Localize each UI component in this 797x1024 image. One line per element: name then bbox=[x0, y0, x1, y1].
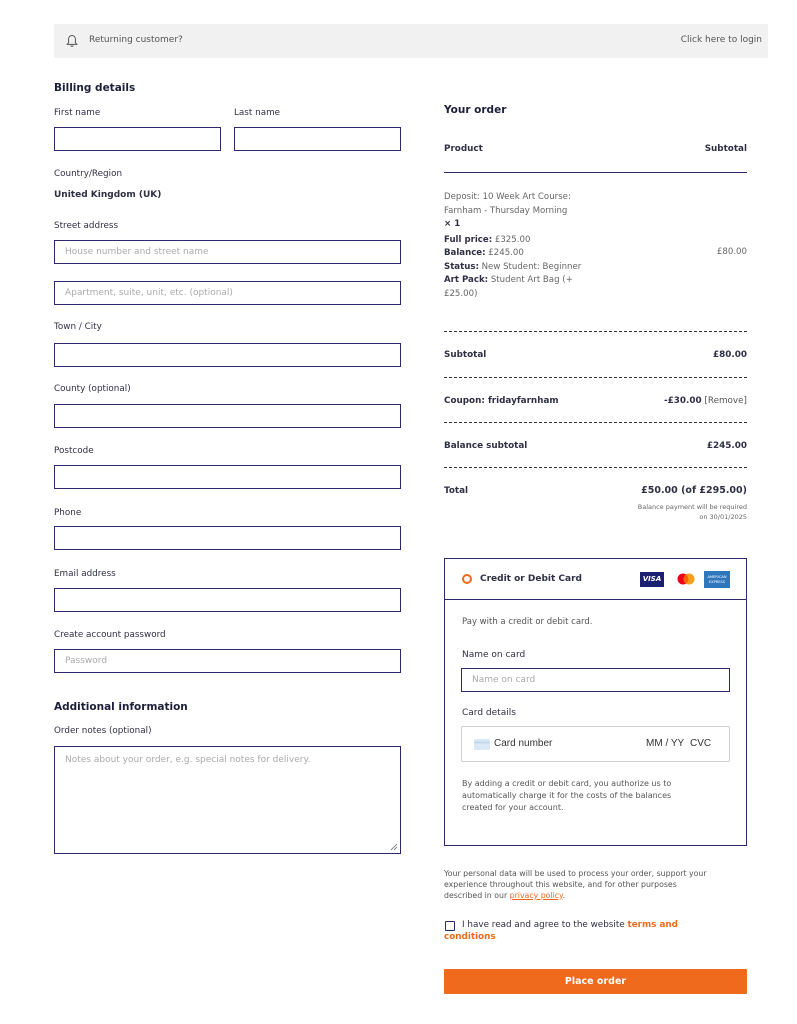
status-value: New Student: Beginner bbox=[478, 261, 582, 272]
order-notes-placeholder: Notes about your order, e.g. special notes for delivery. bbox=[65, 755, 311, 765]
additional-info-title: Additional information bbox=[54, 701, 188, 713]
art-pack-value-2: £25.00) bbox=[444, 288, 478, 299]
name-on-card-label: Name on card bbox=[462, 650, 526, 660]
password-input[interactable]: Password bbox=[54, 649, 401, 673]
privacy-line3: described in our bbox=[444, 891, 510, 900]
mastercard-icon bbox=[675, 572, 697, 587]
terms-label bbox=[444, 919, 744, 943]
coupon-value: -£30.00 bbox=[664, 396, 702, 406]
terms-link-2[interactable]: conditions bbox=[444, 932, 496, 942]
item-name-line1: Deposit: 10 Week Art Course: bbox=[444, 192, 571, 202]
country-value: United Kingdom (UK) bbox=[54, 190, 162, 200]
phone-label: Phone bbox=[54, 508, 82, 518]
divider bbox=[444, 377, 747, 378]
header-divider bbox=[444, 172, 747, 173]
county-input[interactable] bbox=[54, 404, 401, 428]
card-number-field[interactable]: Card number bbox=[494, 738, 553, 749]
last-name-input[interactable] bbox=[234, 127, 401, 151]
auth-line2: automatically charge it for the costs of the balances bbox=[462, 791, 672, 800]
street-address-input[interactable]: House number and street name bbox=[54, 240, 401, 264]
order-notes-textarea[interactable] bbox=[54, 746, 401, 854]
order-item bbox=[444, 191, 614, 301]
town-input[interactable] bbox=[54, 343, 401, 367]
balance-key: Balance: bbox=[444, 248, 486, 258]
street-address-label: Street address bbox=[54, 221, 119, 231]
cvc-field[interactable]: CVC bbox=[690, 738, 712, 749]
coupon-amount bbox=[664, 396, 747, 406]
town-label: Town / City bbox=[54, 322, 102, 332]
art-pack-value: Student Art Bag (+ bbox=[488, 275, 573, 285]
first-name-label: First name bbox=[54, 108, 101, 118]
privacy-line1: Your personal data will be used to process your order, support your bbox=[444, 869, 707, 878]
billing-details-title: Billing details bbox=[54, 82, 136, 94]
full-price-value: £325.00 bbox=[492, 234, 531, 245]
order-notes-label: Order notes (optional) bbox=[54, 726, 152, 736]
expiry-field[interactable]: MM / YY bbox=[646, 738, 685, 749]
first-name-input[interactable] bbox=[54, 127, 221, 151]
card-authorization-text bbox=[462, 778, 671, 814]
card-details-label: Card details bbox=[462, 708, 516, 718]
password-label: Create account password bbox=[54, 630, 166, 640]
payment-box-divider bbox=[445, 599, 746, 600]
subtotal-label: Subtotal bbox=[444, 350, 487, 360]
payment-description: Pay with a credit or debit card. bbox=[462, 617, 593, 627]
postcode-label: Postcode bbox=[54, 446, 94, 456]
email-input[interactable] bbox=[54, 588, 401, 612]
county-label: County (optional) bbox=[54, 384, 131, 394]
total-note-line2: on 30/01/2025 bbox=[699, 513, 747, 521]
full-price-key: Full price: bbox=[444, 234, 493, 245]
status-key: Status: bbox=[444, 261, 479, 272]
card-icon bbox=[474, 739, 490, 750]
total-note-line1: Balance payment will be required bbox=[637, 503, 747, 511]
item-subtotal: £80.00 bbox=[716, 247, 747, 257]
bell-icon bbox=[66, 34, 78, 48]
phone-input[interactable] bbox=[54, 526, 401, 550]
postcode-input[interactable] bbox=[54, 465, 401, 489]
total-note bbox=[638, 502, 747, 522]
privacy-notice bbox=[444, 868, 707, 901]
coupon-remove-link[interactable]: [Remove] bbox=[704, 396, 747, 406]
total-value: £50.00 (of £295.00) bbox=[641, 485, 747, 496]
apartment-input[interactable]: Apartment, suite, unit, etc. (optional) bbox=[54, 281, 401, 305]
item-name-line2: Farnham - Thursday Morning bbox=[444, 205, 568, 216]
payment-method-label[interactable]: Credit or Debit Card bbox=[480, 574, 582, 584]
amex-line1: AMERICAN bbox=[707, 575, 727, 579]
auth-line1: By adding a credit or debit card, you authorize us to bbox=[462, 779, 672, 788]
total-label: Total bbox=[444, 486, 469, 496]
balance-subtotal-value: £245.00 bbox=[706, 441, 747, 451]
place-order-button[interactable]: Place order bbox=[444, 969, 747, 994]
divider bbox=[444, 467, 747, 468]
returning-customer-notice bbox=[54, 24, 768, 58]
login-link[interactable]: Click here to login bbox=[680, 35, 762, 45]
payment-box bbox=[444, 558, 747, 846]
terms-link[interactable]: terms and bbox=[627, 920, 678, 930]
email-label: Email address bbox=[54, 569, 116, 579]
terms-text: I have read and agree to the website bbox=[462, 920, 628, 930]
balance-subtotal-label: Balance subtotal bbox=[444, 441, 528, 451]
auth-line3: created for your account. bbox=[462, 803, 564, 812]
privacy-line2: experience throughout this website, and for other purposes bbox=[444, 880, 677, 889]
balance-value: £245.00 bbox=[485, 248, 524, 258]
payment-method-radio[interactable] bbox=[462, 574, 472, 584]
coupon-label: Coupon: fridayfarnham bbox=[444, 396, 559, 406]
last-name-label: Last name bbox=[234, 108, 281, 118]
privacy-line3-end: . bbox=[562, 891, 566, 900]
subtotal-column-header: Subtotal bbox=[704, 144, 747, 154]
amex-icon bbox=[704, 571, 730, 588]
returning-customer-text: Returning customer? bbox=[89, 35, 183, 45]
name-on-card-input[interactable]: Name on card bbox=[461, 668, 730, 692]
product-column-header: Product bbox=[444, 144, 483, 154]
item-quantity: × 1 bbox=[444, 219, 461, 229]
your-order-title: Your order bbox=[444, 104, 507, 116]
divider bbox=[444, 331, 747, 332]
resize-handle-icon[interactable] bbox=[390, 843, 398, 851]
visa-icon: VISA bbox=[640, 572, 664, 587]
subtotal-value: £80.00 bbox=[713, 350, 747, 360]
divider bbox=[444, 422, 747, 423]
art-pack-key: Art Pack: bbox=[444, 275, 489, 285]
privacy-policy-link[interactable]: privacy policy bbox=[509, 891, 563, 900]
card-details-field[interactable] bbox=[461, 726, 730, 762]
amex-line2: EXPRESS bbox=[708, 579, 726, 584]
country-label: Country/Region bbox=[54, 169, 123, 179]
